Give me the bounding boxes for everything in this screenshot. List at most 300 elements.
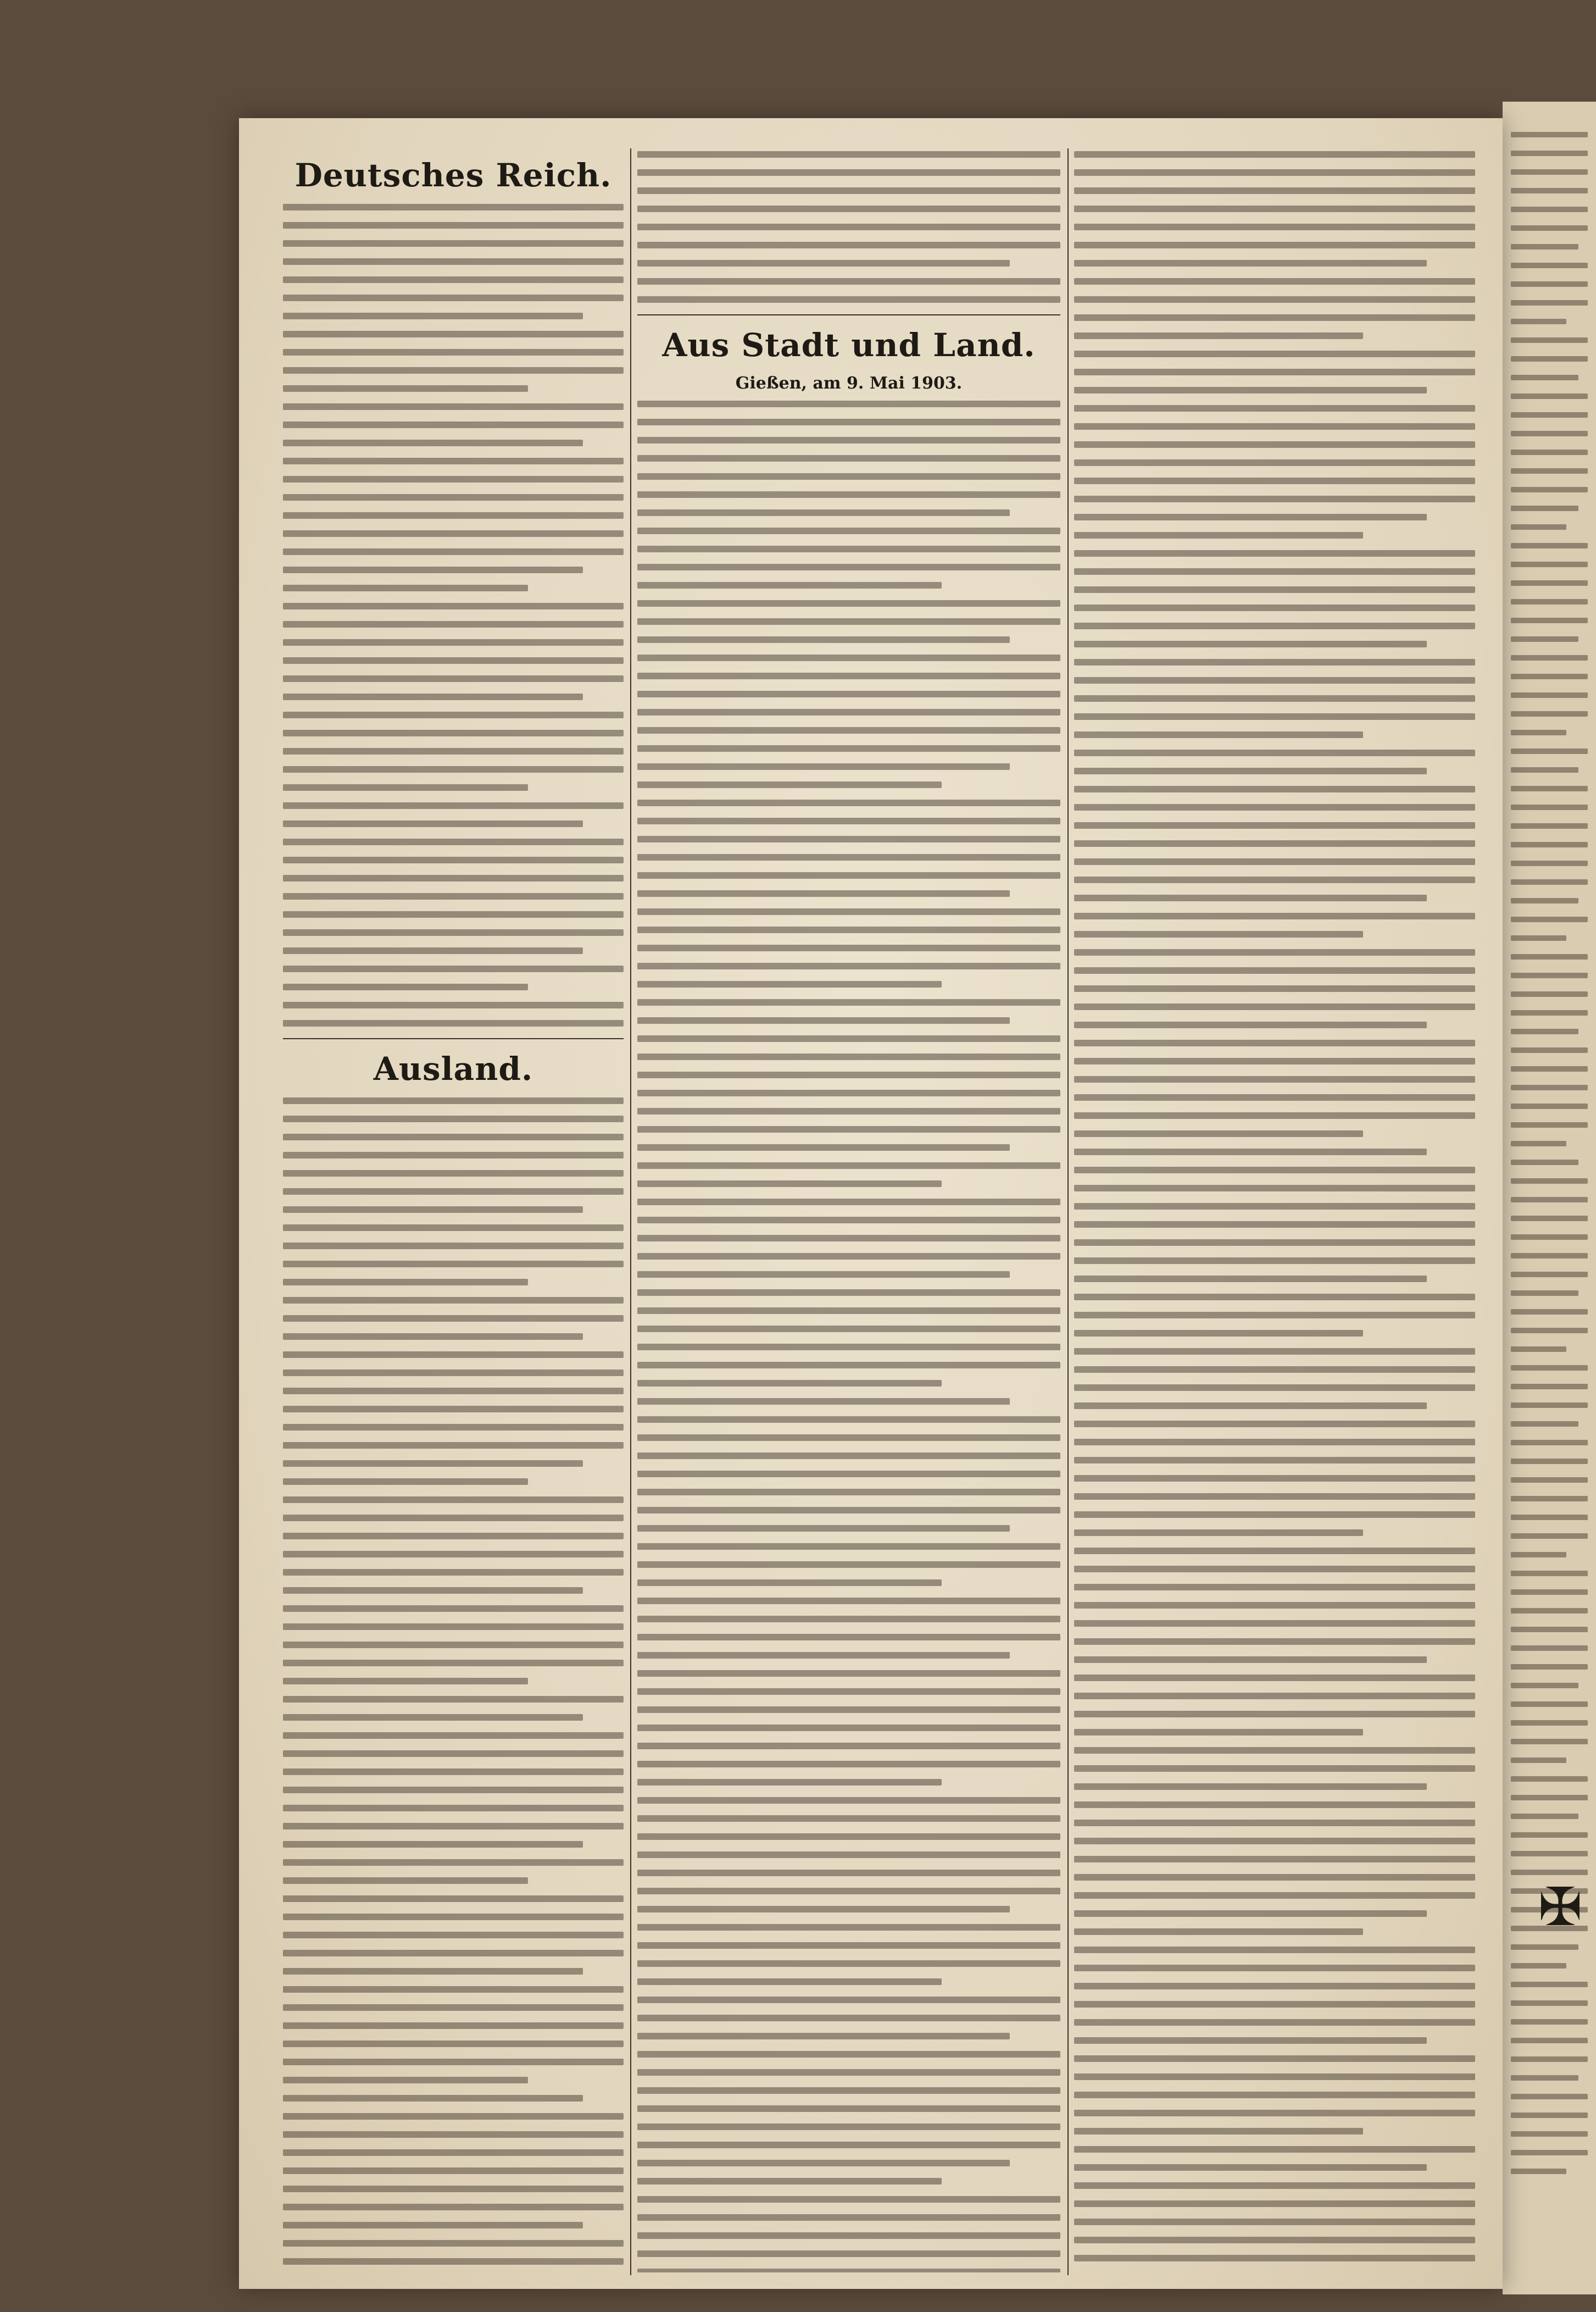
text-line xyxy=(1511,861,1588,866)
text-line xyxy=(1074,1185,1475,1191)
text-line xyxy=(283,1660,624,1666)
text-line xyxy=(637,1362,1060,1368)
text-line xyxy=(1511,151,1588,156)
column-2 xyxy=(637,151,1060,2272)
text-line xyxy=(1511,1720,1588,1726)
text-line xyxy=(1074,1838,1475,1844)
text-line xyxy=(1511,580,1588,586)
text-line xyxy=(283,1968,583,1975)
text-line xyxy=(1074,423,1475,430)
text-line xyxy=(283,567,583,573)
text-line xyxy=(283,1914,624,1920)
text-line xyxy=(283,966,624,972)
text-line xyxy=(1511,281,1588,287)
text-line xyxy=(1074,224,1475,230)
text-line xyxy=(1511,1757,1566,1763)
text-line xyxy=(637,1779,942,1786)
text-line xyxy=(283,2059,624,2065)
text-line xyxy=(1511,319,1566,324)
text-line xyxy=(1074,623,1475,629)
text-line xyxy=(283,2022,624,2029)
text-line xyxy=(283,2041,624,2047)
text-line xyxy=(1511,1496,1588,1501)
text-line xyxy=(1074,206,1475,212)
text-line xyxy=(637,1398,1010,1405)
text-line xyxy=(637,1090,1060,1096)
text-line xyxy=(283,1950,624,1956)
text-line xyxy=(283,730,624,736)
iron-cross-icon: ✠ xyxy=(1538,1876,1583,1938)
text-line xyxy=(1511,2038,1588,2043)
text-line xyxy=(1074,1910,1427,1917)
text-line xyxy=(1511,1552,1566,1557)
text-line xyxy=(283,2113,624,2120)
text-line xyxy=(1074,895,1427,901)
text-line xyxy=(283,349,624,356)
text-line xyxy=(1074,478,1475,484)
text-line xyxy=(1074,1983,1475,1989)
text-line xyxy=(637,709,1060,716)
text-line xyxy=(637,927,1060,933)
newspaper-page xyxy=(239,118,1503,2289)
text-line xyxy=(283,639,624,646)
text-line xyxy=(1074,804,1475,811)
text-line xyxy=(1074,496,1475,502)
text-line xyxy=(283,2167,624,2174)
text-line xyxy=(1074,2164,1427,2171)
section-heading-aus-stadt-und-land: Aus Stadt und Land. xyxy=(662,326,1036,364)
text-line xyxy=(1074,2237,1475,2243)
text-line xyxy=(1511,1272,1588,1277)
text-line xyxy=(1511,1402,1588,1408)
text-line xyxy=(1511,879,1588,885)
text-line xyxy=(1511,917,1588,922)
text-line xyxy=(637,1634,1060,1640)
text-line xyxy=(1074,586,1475,593)
text-line xyxy=(1511,1047,1588,1053)
text-line xyxy=(1074,822,1475,829)
text-line xyxy=(1511,2094,1588,2099)
text-line xyxy=(1511,1178,1588,1184)
text-line xyxy=(283,1787,624,1793)
text-line xyxy=(283,603,624,609)
text-line xyxy=(1074,1257,1475,1264)
text-line xyxy=(283,1297,624,1304)
section-heading-deutsches-reich: Deutsches Reich. xyxy=(294,157,612,194)
text-line xyxy=(1511,954,1588,960)
text-line xyxy=(1074,1511,1475,1518)
text-line xyxy=(637,1452,1060,1459)
text-line xyxy=(637,1180,942,1187)
text-line xyxy=(283,1460,583,1467)
text-line xyxy=(1074,1856,1475,1862)
text-line xyxy=(637,1162,1060,1169)
text-line xyxy=(1511,1384,1588,1389)
text-line xyxy=(637,1561,1060,1568)
text-line xyxy=(283,784,528,791)
text-line xyxy=(637,727,1060,734)
text-line xyxy=(283,1097,624,1104)
text-line xyxy=(1074,1928,1363,1935)
text-line xyxy=(283,1020,624,1027)
text-line xyxy=(283,295,624,301)
text-line xyxy=(637,2196,1060,2203)
text-line xyxy=(283,548,624,555)
text-line xyxy=(1074,1094,1475,1101)
text-line xyxy=(1074,731,1363,738)
text-line xyxy=(1074,949,1475,956)
text-line xyxy=(283,1424,624,1431)
text-line xyxy=(637,2214,1060,2221)
text-line xyxy=(637,999,1060,1006)
text-line xyxy=(637,564,1060,570)
text-line xyxy=(1074,695,1475,702)
text-line xyxy=(637,473,1060,480)
text-line xyxy=(1511,1216,1588,1221)
text-line xyxy=(1511,636,1578,642)
text-line xyxy=(1074,1693,1475,1699)
text-line xyxy=(637,1144,1010,1151)
text-line xyxy=(1074,532,1363,539)
text-line xyxy=(1074,750,1475,756)
text-line xyxy=(1074,550,1475,557)
text-line xyxy=(1511,1160,1578,1165)
text-line xyxy=(1511,1627,1588,1632)
text-line xyxy=(637,1326,1060,1332)
text-line xyxy=(637,2087,1060,2094)
text-line xyxy=(1511,1851,1588,1856)
text-line xyxy=(1074,1801,1475,1808)
text-line xyxy=(283,1515,624,1521)
text-line xyxy=(637,1235,1060,1241)
text-line xyxy=(283,2186,624,2192)
text-line xyxy=(283,1986,624,1993)
text-line xyxy=(637,401,1060,407)
text-line xyxy=(1074,1947,1475,1953)
text-line xyxy=(283,929,624,936)
text-line xyxy=(283,2004,624,2011)
text-line xyxy=(637,636,1010,643)
text-line xyxy=(637,1670,1060,1677)
text-line xyxy=(637,1978,942,1985)
adjacent-page-text xyxy=(1511,132,1588,2275)
text-line xyxy=(637,1108,1060,1115)
text-line xyxy=(283,222,624,229)
text-line xyxy=(637,1543,1060,1550)
text-line xyxy=(637,1217,1060,1223)
text-line xyxy=(1074,2182,1475,2189)
text-line xyxy=(283,530,624,537)
text-line xyxy=(1511,1122,1588,1128)
text-line xyxy=(1511,1365,1588,1371)
text-line xyxy=(1511,1197,1588,1202)
text-line xyxy=(637,963,1060,969)
text-line xyxy=(283,331,624,337)
text-line xyxy=(1511,1141,1566,1146)
text-line xyxy=(637,187,1060,194)
text-line xyxy=(637,1054,1060,1060)
text-line xyxy=(637,1888,1060,1894)
text-line xyxy=(637,2124,1060,2130)
text-line xyxy=(283,1605,624,1612)
text-line xyxy=(1511,1328,1588,1333)
text-line xyxy=(283,1134,624,1140)
text-line xyxy=(1511,823,1588,829)
text-line xyxy=(1511,244,1578,250)
text-line xyxy=(1074,1620,1475,1627)
text-line xyxy=(637,2051,1060,2058)
text-line xyxy=(1074,1711,1475,1717)
text-line xyxy=(1511,1963,1566,1969)
text-line xyxy=(283,1569,624,1576)
text-line xyxy=(283,657,624,664)
text-line xyxy=(637,1380,942,1387)
text-line xyxy=(1074,387,1427,393)
text-line xyxy=(1511,188,1588,193)
text-line xyxy=(1074,1239,1475,1246)
text-line xyxy=(283,1895,624,1902)
text-line xyxy=(637,1851,1060,1858)
text-line xyxy=(1511,842,1588,847)
text-line xyxy=(1511,1795,1588,1800)
text-line xyxy=(283,712,624,718)
text-line xyxy=(637,296,1060,303)
text-line xyxy=(637,945,1060,951)
text-line xyxy=(283,1170,624,1177)
text-line xyxy=(637,2069,1060,2076)
text-line xyxy=(1074,2219,1475,2225)
text-line xyxy=(283,1370,624,1376)
text-line xyxy=(637,1434,1060,1441)
text-line xyxy=(637,151,1060,158)
text-line xyxy=(283,947,583,954)
text-line xyxy=(283,2222,583,2228)
text-line xyxy=(1511,2150,1588,2155)
text-line xyxy=(1074,985,1475,992)
text-line xyxy=(1074,1130,1363,1137)
column-3 xyxy=(1074,151,1475,2272)
text-line xyxy=(1511,1832,1588,1838)
text-line xyxy=(283,748,624,755)
text-line xyxy=(1074,1203,1475,1210)
text-line xyxy=(283,422,624,428)
text-line xyxy=(1074,1475,1475,1482)
text-line xyxy=(1074,1874,1475,1881)
text-line xyxy=(1511,1776,1588,1782)
text-line xyxy=(1511,2000,1588,2006)
text-line xyxy=(283,893,624,900)
text-line xyxy=(1511,1066,1588,1072)
text-line xyxy=(637,781,942,788)
column-rule xyxy=(1067,148,1069,2275)
text-line xyxy=(283,1859,624,1866)
text-line xyxy=(637,1997,1060,2003)
text-line xyxy=(283,1388,624,1394)
text-line xyxy=(637,242,1060,248)
text-line xyxy=(283,1224,624,1231)
text-line xyxy=(1074,242,1475,248)
text-line xyxy=(1511,935,1566,941)
text-line xyxy=(1074,2019,1475,2026)
column-rule xyxy=(630,148,631,2275)
article-text-block xyxy=(1074,151,1475,2272)
text-line xyxy=(1074,677,1475,684)
text-line xyxy=(1074,1384,1475,1391)
text-line xyxy=(283,1002,624,1008)
text-line xyxy=(1074,314,1475,321)
text-line xyxy=(637,1616,1060,1622)
text-line xyxy=(1511,300,1588,306)
text-line xyxy=(283,1406,624,1412)
text-line xyxy=(283,911,624,918)
text-line xyxy=(1074,1149,1427,1155)
text-line xyxy=(1074,2200,1475,2207)
text-line xyxy=(283,875,624,881)
text-line xyxy=(1074,1747,1475,1754)
text-line xyxy=(637,618,1060,625)
text-line xyxy=(1074,441,1475,448)
text-line xyxy=(283,585,528,591)
text-line xyxy=(1074,568,1475,575)
text-line xyxy=(637,872,1060,879)
text-line xyxy=(1511,2169,1566,2174)
text-line xyxy=(637,1924,1060,1931)
text-line xyxy=(1074,1421,1475,1427)
text-line xyxy=(637,1706,1060,1713)
text-line xyxy=(283,204,624,210)
text-line xyxy=(283,385,528,392)
text-line xyxy=(283,1587,583,1594)
text-line xyxy=(1511,1533,1588,1539)
text-line xyxy=(637,2178,942,2185)
text-line xyxy=(1074,641,1427,647)
text-line xyxy=(1511,1645,1588,1651)
text-line xyxy=(1074,2037,1427,2044)
text-line xyxy=(1511,1440,1588,1445)
section-heading-ausland: Ausland. xyxy=(373,1050,533,1088)
text-line xyxy=(283,1823,624,1829)
text-line xyxy=(1511,1421,1578,1427)
text-line xyxy=(283,1351,624,1358)
text-line xyxy=(1074,514,1427,520)
text-line xyxy=(1511,2075,1578,2081)
dateline: Gießen, am 9. Mai 1903. xyxy=(735,374,963,393)
text-line xyxy=(1511,2019,1588,2025)
text-line xyxy=(1511,1010,1588,1016)
text-line xyxy=(283,458,624,464)
text-line xyxy=(1511,1739,1588,1744)
text-line xyxy=(1511,692,1588,698)
text-line xyxy=(637,455,1060,462)
text-line xyxy=(637,2269,1060,2272)
text-line xyxy=(283,1206,583,1213)
text-line xyxy=(1511,562,1588,567)
text-line xyxy=(637,1906,1010,1912)
text-line xyxy=(637,1870,1060,1876)
text-line xyxy=(1511,412,1588,418)
text-line xyxy=(283,1932,624,1938)
text-line xyxy=(1511,599,1588,605)
text-line xyxy=(1074,260,1427,267)
text-line xyxy=(283,1678,528,1684)
text-line xyxy=(1511,618,1588,623)
text-line xyxy=(1511,356,1588,362)
text-line xyxy=(1074,332,1363,339)
text-line xyxy=(637,224,1060,230)
text-line xyxy=(1511,1814,1578,1819)
text-line xyxy=(1511,1683,1578,1688)
text-line xyxy=(1511,1589,1588,1595)
text-line xyxy=(1074,1348,1475,1355)
text-line xyxy=(1511,1477,1588,1483)
text-line xyxy=(1511,207,1588,212)
text-line xyxy=(1074,1112,1475,1119)
text-line xyxy=(637,528,1060,534)
text-line xyxy=(1511,1982,1588,1987)
text-line xyxy=(637,691,1060,697)
text-line xyxy=(637,854,1060,861)
text-line xyxy=(1074,2146,1475,2153)
text-line xyxy=(1511,767,1578,773)
text-line xyxy=(1074,1330,1363,1337)
text-line xyxy=(637,509,1010,516)
text-line xyxy=(283,1805,624,1811)
text-line xyxy=(283,820,583,827)
text-line xyxy=(1074,1439,1475,1445)
text-line xyxy=(1074,369,1475,375)
text-line xyxy=(637,1126,1060,1133)
text-line xyxy=(283,1279,528,1285)
section-divider xyxy=(637,314,1060,315)
text-line xyxy=(283,2095,583,2102)
text-line xyxy=(1511,1515,1588,1520)
text-line xyxy=(1074,858,1475,865)
text-line xyxy=(637,2142,1060,2148)
text-line xyxy=(1074,1457,1475,1463)
text-line xyxy=(637,1815,1060,1822)
text-line xyxy=(283,1732,624,1739)
text-line xyxy=(1511,132,1588,137)
text-line xyxy=(283,258,624,265)
text-line xyxy=(283,2131,624,2138)
text-line xyxy=(637,1833,1060,1840)
text-line xyxy=(1074,405,1475,412)
text-line xyxy=(1511,506,1578,511)
text-line xyxy=(1511,337,1588,343)
text-line xyxy=(637,546,1060,552)
text-line xyxy=(637,1072,1060,1078)
text-line xyxy=(637,745,1060,752)
text-line xyxy=(1511,1085,1588,1090)
text-line xyxy=(283,440,583,446)
text-line xyxy=(1074,1076,1475,1083)
text-line xyxy=(1511,2056,1588,2062)
text-line xyxy=(1074,1566,1475,1572)
text-line xyxy=(1511,1234,1588,1240)
text-line xyxy=(283,1243,624,1249)
text-line xyxy=(283,276,624,283)
text-line xyxy=(637,1942,1060,1949)
text-line xyxy=(637,1416,1060,1423)
text-line xyxy=(1511,468,1588,474)
text-line xyxy=(283,1188,624,1195)
text-line xyxy=(1511,2131,1588,2137)
text-line xyxy=(1511,1664,1588,1670)
text-line xyxy=(283,494,624,501)
text-line xyxy=(1074,1602,1475,1609)
text-line xyxy=(283,1841,583,1848)
text-line xyxy=(283,857,624,863)
